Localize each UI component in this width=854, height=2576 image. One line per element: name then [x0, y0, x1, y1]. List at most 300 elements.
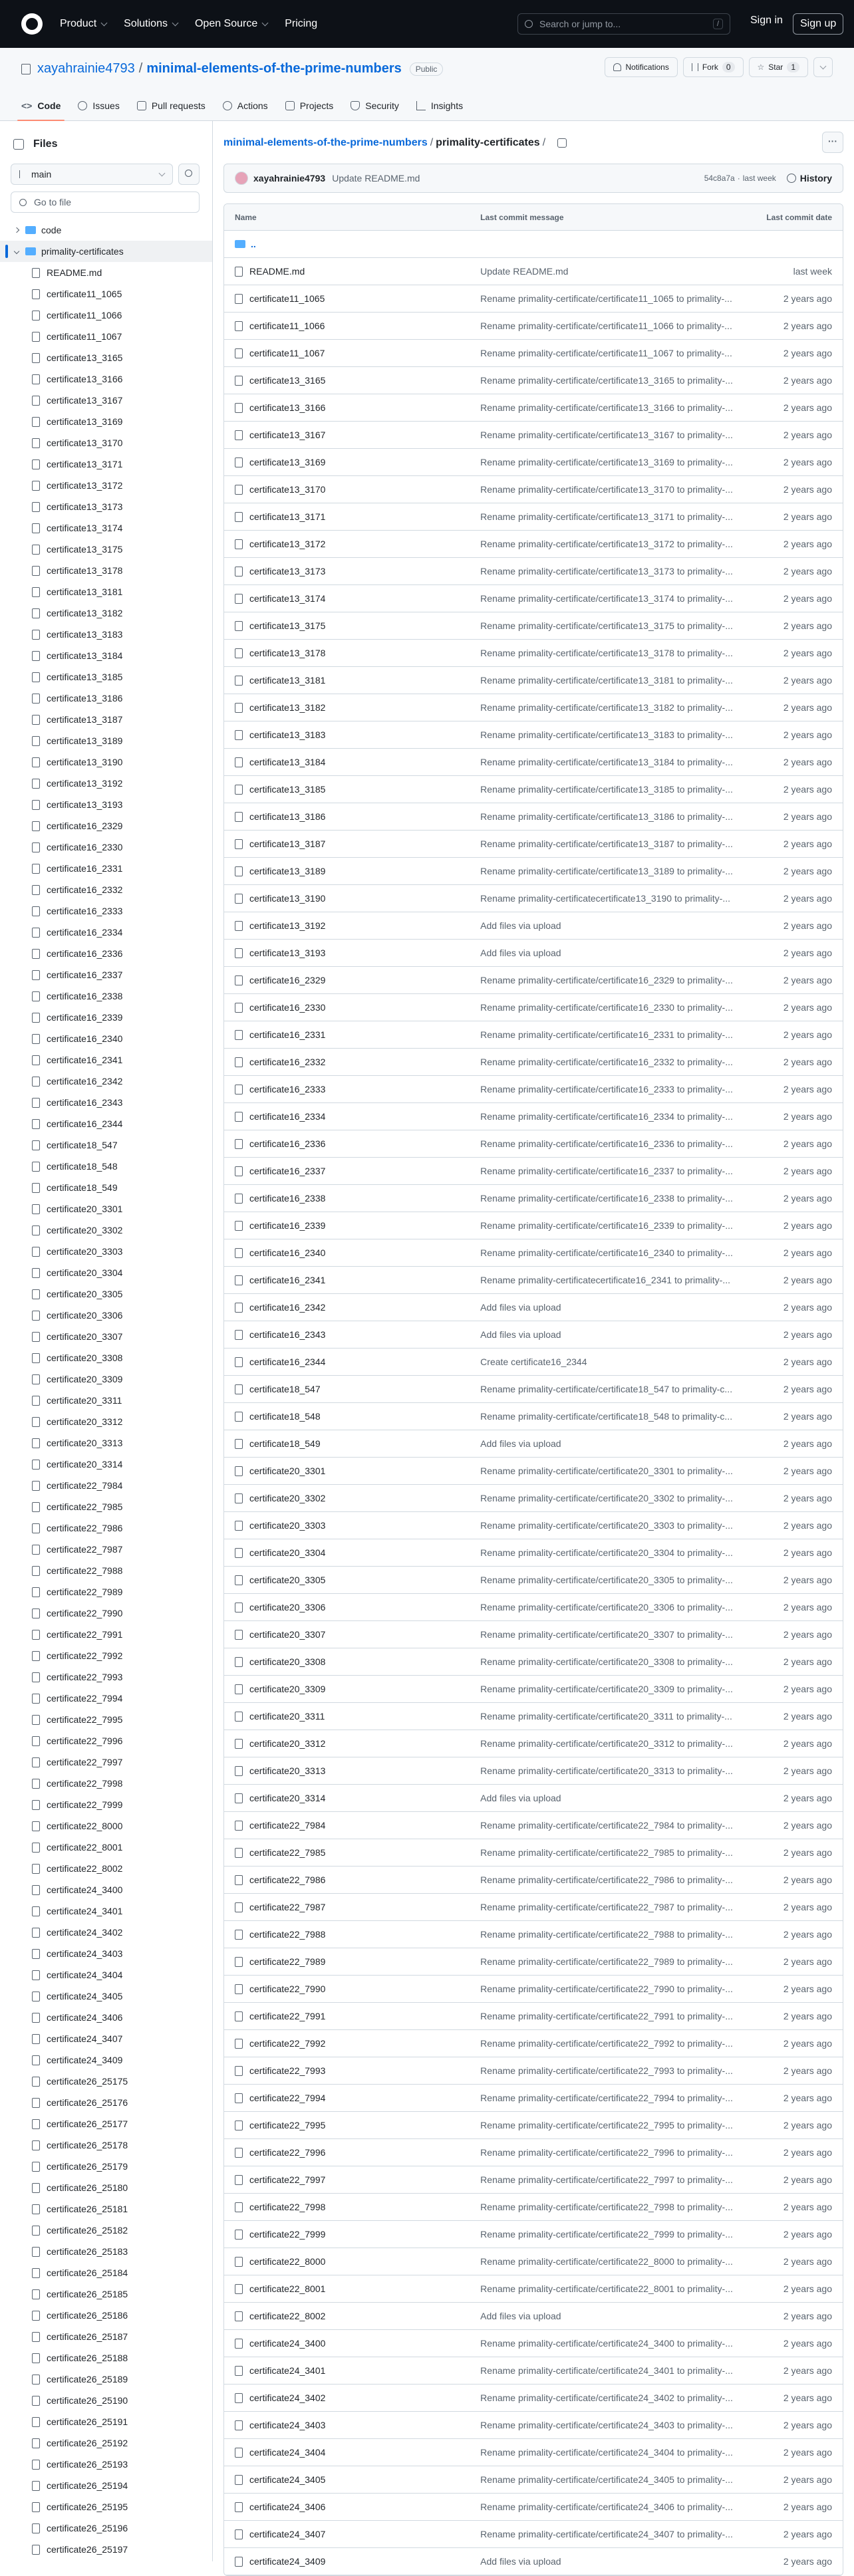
fork-button[interactable]: [683, 57, 744, 77]
table-row[interactable]: [224, 776, 843, 803]
file-name-link[interactable]: certificate22_7993: [249, 2065, 326, 2076]
file-name-link[interactable]: certificate16_2334: [249, 1111, 326, 1122]
tab-projects[interactable]: [285, 90, 334, 121]
table-row[interactable]: [224, 2439, 843, 2466]
commit-message-link[interactable]: Rename primality-certificate/certificate22_7988 to primality-...: [480, 1929, 733, 1940]
file-name-link[interactable]: certificate24_3400: [249, 2338, 326, 2349]
star-button[interactable]: [749, 57, 808, 77]
table-row[interactable]: [224, 1458, 843, 1485]
table-row[interactable]: [224, 749, 843, 776]
sidebar-tree-item[interactable]: [0, 1624, 213, 1645]
sidebar-tree-item[interactable]: [0, 624, 213, 645]
table-row[interactable]: [224, 2275, 843, 2303]
file-name-link[interactable]: certificate13_3178: [249, 648, 326, 658]
chevron-down-icon[interactable]: [14, 249, 19, 254]
file-name-link[interactable]: certificate13_3167: [249, 430, 326, 440]
commit-message-link[interactable]: Rename primality-certificate/certificate24_3404 to primality-...: [480, 2447, 733, 2458]
sidebar-tree-item[interactable]: [0, 1879, 213, 1900]
file-name-link[interactable]: certificate16_2339: [249, 1220, 326, 1231]
table-row[interactable]: [224, 994, 843, 1021]
table-row[interactable]: [224, 1185, 843, 1212]
sidebar-tree-item[interactable]: [0, 2156, 213, 2177]
table-row[interactable]: [224, 1730, 843, 1757]
file-name-link[interactable]: certificate13_3183: [249, 729, 326, 740]
commit-message-link[interactable]: Rename primality-certificate/certificate22_7995 to primality-...: [480, 2120, 733, 2130]
sidebar-tree-item[interactable]: [0, 581, 213, 602]
table-row[interactable]: [224, 1021, 843, 1049]
table-row[interactable]: [224, 313, 843, 340]
file-name-link[interactable]: certificate20_3301: [249, 1466, 326, 1476]
table-row[interactable]: [224, 2357, 843, 2384]
sidebar-tree-item[interactable]: [0, 1517, 213, 1539]
sidebar-tree-item[interactable]: [0, 2347, 213, 2369]
file-name-link[interactable]: certificate20_3306: [249, 1602, 326, 1612]
branch-select[interactable]: [11, 164, 173, 185]
table-row[interactable]: [224, 1757, 843, 1785]
commit-message-link[interactable]: Rename primality-certificate/certificate20_3306 to primality-...: [480, 1602, 733, 1612]
commit-sha[interactable]: 54c8a7a: [704, 174, 735, 183]
file-name-link[interactable]: certificate20_3312: [249, 1738, 326, 1749]
table-row[interactable]: [224, 858, 843, 885]
more-options-button[interactable]: ···: [822, 132, 843, 153]
commit-message-link[interactable]: Rename primality-certificate/certificate11_1065 to primality-...: [480, 293, 732, 304]
file-name-link[interactable]: certificate16_2343: [249, 1329, 326, 1340]
sidebar-tree-item[interactable]: [0, 1794, 213, 1815]
file-name-link[interactable]: certificate16_2336: [249, 1138, 326, 1149]
table-row[interactable]: [224, 2521, 843, 2548]
file-name-link[interactable]: certificate13_3173: [249, 566, 326, 577]
sidebar-tree-item[interactable]: [0, 1815, 213, 1837]
table-row[interactable]: [224, 1676, 843, 1703]
sidebar-tree-item[interactable]: [0, 2113, 213, 2134]
file-name-link[interactable]: certificate22_7995: [249, 2120, 326, 2130]
sidebar-tree-item[interactable]: [0, 1560, 213, 1581]
file-name-link[interactable]: certificate13_3185: [249, 784, 326, 795]
commit-message-link[interactable]: Rename primality-certificate/certificate13_3172 to primality-...: [480, 539, 733, 549]
table-row[interactable]: [224, 1349, 843, 1376]
sidebar-tree-item[interactable]: [0, 453, 213, 475]
sidebar-tree-item[interactable]: [0, 858, 213, 879]
sidebar-tree-item[interactable]: [0, 964, 213, 985]
table-row[interactable]: [224, 1976, 843, 2003]
table-row[interactable]: [224, 2330, 843, 2357]
commit-message-link[interactable]: Rename primality-certificate/certificate20_3313 to primality-...: [480, 1765, 733, 1776]
sidebar-tree-item[interactable]: [0, 2134, 213, 2156]
commit-message-link[interactable]: Rename primality-certificate/certificate13_3178 to primality-...: [480, 648, 733, 658]
sidebar-tree-item[interactable]: [0, 730, 213, 751]
sidebar-tree-item[interactable]: [0, 347, 213, 368]
commit-message-link[interactable]: Rename primality-certificate/certificate24_3401 to primality-...: [480, 2365, 733, 2376]
table-row[interactable]: [224, 585, 843, 612]
commit-message-link[interactable]: Rename primality-certificate/certificate20_3302 to primality-...: [480, 1493, 733, 1503]
commit-message-link[interactable]: Rename primality-certificate/certificate13_3184 to primality-...: [480, 757, 733, 767]
commit-message-link[interactable]: Add files via upload: [480, 2311, 561, 2321]
table-row[interactable]: [224, 2466, 843, 2494]
file-name-link[interactable]: certificate13_3169: [249, 457, 326, 467]
commit-message-link[interactable]: Rename primality-certificate/certificate13_3181 to primality-...: [480, 675, 733, 686]
sidebar-tree-item[interactable]: [0, 1198, 213, 1220]
sidebar-tree-item[interactable]: [0, 2028, 213, 2049]
sidebar-tree-item[interactable]: [0, 1007, 213, 1028]
sidebar-tree-item[interactable]: [0, 2007, 213, 2028]
file-name-link[interactable]: certificate20_3313: [249, 1765, 326, 1776]
commit-message-link[interactable]: Rename primality-certificate/certificate24_3406 to primality-...: [480, 2502, 733, 2512]
file-name-link[interactable]: certificate16_2338: [249, 1193, 326, 1204]
table-row[interactable]: [224, 2139, 843, 2166]
file-name-link[interactable]: certificate20_3305: [249, 1575, 326, 1585]
sidebar-tree-item[interactable]: [0, 1049, 213, 1071]
commit-message-link[interactable]: Add files via upload: [480, 920, 561, 931]
parent-directory-row[interactable]: [224, 231, 843, 258]
commit-message-link[interactable]: Rename primality-certificate/certificate24_3402 to primality-...: [480, 2392, 733, 2403]
table-row[interactable]: [224, 1812, 843, 1839]
sidebar-tree-item[interactable]: [0, 2071, 213, 2092]
commit-message-link[interactable]: Rename primality-certificatecertificate16_2341 to primality-...: [480, 1275, 730, 1285]
table-row[interactable]: [224, 503, 843, 531]
table-row[interactable]: [224, 1512, 843, 1539]
file-name-link[interactable]: certificate13_3186: [249, 811, 326, 822]
sidebar-tree-item[interactable]: [0, 1943, 213, 1964]
commit-message-link[interactable]: Rename primality-certificate/certificate13_3173 to primality-...: [480, 566, 733, 577]
sidebar-tree-item[interactable]: [0, 922, 213, 943]
sidebar-tree-item[interactable]: [0, 2369, 213, 2390]
file-name-link[interactable]: certificate20_3311: [249, 1711, 325, 1722]
table-row[interactable]: [224, 1430, 843, 1458]
sidebar-tree-item[interactable]: [0, 262, 213, 283]
file-name-link[interactable]: certificate16_2329: [249, 975, 326, 985]
table-row[interactable]: [224, 2548, 843, 2575]
table-row[interactable]: [224, 1621, 843, 1648]
commit-message-link[interactable]: Rename primality-certificate/certificate13_3187 to primality-...: [480, 838, 733, 849]
search-button[interactable]: [178, 164, 200, 185]
commit-message-link[interactable]: Rename primality-certificate/certificate16_2339 to primality-...: [480, 1220, 733, 1231]
file-name-link[interactable]: certificate24_3401: [249, 2365, 326, 2376]
table-row[interactable]: [224, 394, 843, 422]
file-name-link[interactable]: certificate24_3403: [249, 2420, 326, 2430]
file-name-link[interactable]: certificate16_2337: [249, 1166, 326, 1176]
file-name-link[interactable]: certificate16_2331: [249, 1029, 326, 1040]
commit-message-link[interactable]: Rename primality-certificate/certificate18_547 to primality-c...: [480, 1384, 733, 1394]
commit-message-link[interactable]: Rename primality-certificate/certificate16_2337 to primality-...: [480, 1166, 733, 1176]
sidebar-tree-item[interactable]: [0, 1986, 213, 2007]
file-name-link[interactable]: certificate13_3189: [249, 866, 326, 876]
copy-path-icon[interactable]: [557, 138, 567, 148]
sidebar-tree-item[interactable]: [0, 2432, 213, 2454]
table-row[interactable]: [224, 721, 843, 749]
table-row[interactable]: [224, 2221, 843, 2248]
sidebar-tree-item[interactable]: [0, 1347, 213, 1368]
commit-message-link[interactable]: Rename primality-certificate/certificate13_3167 to primality-...: [480, 430, 733, 440]
table-row[interactable]: [224, 1103, 843, 1130]
sidebar-tree-item[interactable]: [0, 2198, 213, 2220]
sidebar-tree-item[interactable]: [0, 1837, 213, 1858]
star-dropdown-button[interactable]: [813, 57, 833, 77]
table-row[interactable]: [224, 476, 843, 503]
sidebar-tree-item[interactable]: [0, 2092, 213, 2113]
commit-message[interactable]: Update README.md: [332, 173, 420, 184]
sidebar-tree-item[interactable]: [0, 900, 213, 922]
file-name-link[interactable]: certificate22_8000: [249, 2256, 326, 2267]
commit-message-link[interactable]: Rename primality-certificate/certificate22_7997 to primality-...: [480, 2174, 733, 2185]
sidebar-tree-item[interactable]: [0, 1730, 213, 1751]
commit-message-link[interactable]: Rename primality-certificate/certificate20_3301 to primality-...: [480, 1466, 733, 1476]
file-name-link[interactable]: certificate22_8001: [249, 2283, 326, 2294]
repo-name-link[interactable]: minimal-elements-of-the-prime-numbers: [146, 61, 402, 76]
sidebar-tree-item[interactable]: [0, 1858, 213, 1879]
nav-solutions[interactable]: Solutions: [124, 18, 178, 30]
table-row[interactable]: [224, 449, 843, 476]
table-row[interactable]: [224, 367, 843, 394]
table-row[interactable]: [224, 1785, 843, 1812]
commit-message-link[interactable]: Rename primality-certificate/certificate13_3189 to primality-...: [480, 866, 733, 876]
file-name-link[interactable]: certificate22_7990: [249, 1984, 326, 1994]
file-name-link[interactable]: certificate20_3314: [249, 1793, 326, 1803]
commit-message-link[interactable]: Rename primality-certificate/certificate22_7993 to primality-...: [480, 2065, 733, 2076]
sidebar-tree-item[interactable]: [0, 1496, 213, 1517]
sidebar-tree-item[interactable]: [0, 432, 213, 453]
sidebar-tree-item[interactable]: [0, 1922, 213, 1943]
global-search-input[interactable]: [517, 13, 730, 35]
table-row[interactable]: [224, 1239, 843, 1267]
sidebar-tree-item[interactable]: [0, 1411, 213, 1432]
sidebar-tree-item[interactable]: [0, 2517, 213, 2539]
commit-message-link[interactable]: Rename primality-certificate/certificate13_3165 to primality-...: [480, 375, 733, 386]
sidebar-tree-item[interactable]: [0, 2539, 213, 2560]
nav-open-source[interactable]: Open Source: [195, 18, 267, 30]
sidebar-tree-item[interactable]: [0, 2305, 213, 2326]
table-row[interactable]: [224, 2248, 843, 2275]
table-row[interactable]: [224, 1212, 843, 1239]
file-name-link[interactable]: certificate13_3165: [249, 375, 326, 386]
sidebar-tree-item[interactable]: [0, 390, 213, 411]
commit-message-link[interactable]: Rename primality-certificate/certificate22_7991 to primality-...: [480, 2011, 733, 2021]
file-name-link[interactable]: certificate22_7989: [249, 1956, 326, 1967]
commit-message-link[interactable]: Rename primality-certificate/certificate16_2334 to primality-...: [480, 1111, 733, 1122]
table-row[interactable]: [224, 694, 843, 721]
sidebar-tree-item[interactable]: [0, 539, 213, 560]
sidebar-tree-item[interactable]: [0, 794, 213, 815]
file-name-link[interactable]: certificate13_3193: [249, 948, 326, 958]
file-name-link[interactable]: certificate13_3174: [249, 593, 326, 604]
parent-directory-link[interactable]: ..: [251, 239, 256, 249]
file-name-link[interactable]: certificate22_7985: [249, 1847, 326, 1858]
sidebar-tree-item[interactable]: [0, 773, 213, 794]
commit-message-link[interactable]: Rename primality-certificate/certificate16_2336 to primality-...: [480, 1138, 733, 1149]
sidebar-tree-item[interactable]: [0, 1262, 213, 1283]
sidebar-tree-item[interactable]: [0, 943, 213, 964]
sidebar-tree-item[interactable]: [0, 1666, 213, 1688]
commit-message-link[interactable]: Rename primality-certificate/certificate16_2333 to primality-...: [480, 1084, 733, 1095]
sidebar-tree-item[interactable]: [0, 1475, 213, 1496]
file-name-link[interactable]: certificate16_2340: [249, 1247, 326, 1258]
table-row[interactable]: [224, 912, 843, 940]
commit-message-link[interactable]: Rename primality-certificate/certificate22_7992 to primality-...: [480, 2038, 733, 2049]
sidebar-tree-item[interactable]: [0, 2283, 213, 2305]
table-row[interactable]: [224, 2494, 843, 2521]
sidebar-tree-item[interactable]: [0, 1581, 213, 1603]
table-row[interactable]: [224, 2384, 843, 2412]
file-name-link[interactable]: certificate22_7986: [249, 1874, 326, 1885]
commit-message-link[interactable]: Rename primality-certificate/certificate16_2338 to primality-...: [480, 1193, 733, 1204]
sidebar-tree-item[interactable]: [0, 219, 213, 241]
file-name-link[interactable]: certificate24_3402: [249, 2392, 326, 2403]
table-row[interactable]: [224, 2057, 843, 2085]
table-row[interactable]: [224, 258, 843, 285]
table-row[interactable]: [224, 1376, 843, 1403]
commit-message-link[interactable]: Rename primality-certificate/certificate22_7987 to primality-...: [480, 1902, 733, 1912]
commit-message-link[interactable]: Rename primality-certificate/certificate13_3182 to primality-...: [480, 702, 733, 713]
file-name-link[interactable]: certificate22_7999: [249, 2229, 326, 2240]
commit-message-link[interactable]: Add files via upload: [480, 1793, 561, 1803]
file-name-link[interactable]: certificate22_7987: [249, 1902, 326, 1912]
sidebar-tree-item[interactable]: [0, 560, 213, 581]
sidebar-tree-item[interactable]: [0, 815, 213, 837]
commit-message-link[interactable]: Rename primality-certificate/certificate20_3312 to primality-...: [480, 1738, 733, 1749]
table-row[interactable]: [224, 967, 843, 994]
table-row[interactable]: [224, 1839, 843, 1867]
file-name-link[interactable]: certificate22_7988: [249, 1929, 326, 1940]
tab-actions[interactable]: [223, 90, 268, 121]
sidebar-tree-item[interactable]: [0, 602, 213, 624]
sidebar-tree-item[interactable]: [0, 326, 213, 347]
commit-message-link[interactable]: Rename primality-certificate/certificate22_7998 to primality-...: [480, 2202, 733, 2212]
file-name-link[interactable]: certificate16_2341: [249, 1275, 326, 1285]
sidebar-tree-item[interactable]: [0, 1645, 213, 1666]
sidebar-tree-item[interactable]: [0, 2496, 213, 2517]
sidebar-tree-item[interactable]: [0, 1964, 213, 1986]
file-name-link[interactable]: certificate24_3404: [249, 2447, 326, 2458]
table-row[interactable]: [224, 1403, 843, 1430]
file-name-link[interactable]: certificate24_3406: [249, 2502, 326, 2512]
sidebar-tree-item[interactable]: [0, 1283, 213, 1305]
commit-message-link[interactable]: Rename primality-certificate/certificate13_3166 to primality-...: [480, 402, 733, 413]
sidebar-collapse-icon[interactable]: [13, 139, 24, 150]
table-row[interactable]: [224, 2303, 843, 2330]
table-row[interactable]: [224, 1594, 843, 1621]
sidebar-tree-item[interactable]: [0, 517, 213, 539]
sidebar-tree-item[interactable]: [0, 1305, 213, 1326]
table-row[interactable]: [224, 2085, 843, 2112]
commit-message-link[interactable]: Create certificate16_2344: [480, 1356, 587, 1367]
file-name-link[interactable]: certificate22_7994: [249, 2093, 326, 2103]
sidebar-tree-item[interactable]: [0, 1390, 213, 1411]
file-name-link[interactable]: certificate18_547: [249, 1384, 321, 1394]
commit-message-link[interactable]: Rename primality-certificate/certificate22_7984 to primality-...: [480, 1820, 733, 1831]
sidebar-tree-item[interactable]: [0, 2220, 213, 2241]
file-name-link[interactable]: certificate16_2344: [249, 1356, 326, 1367]
breadcrumb-repo-link[interactable]: minimal-elements-of-the-prime-numbers: [223, 137, 428, 148]
table-row[interactable]: [224, 2003, 843, 2030]
table-row[interactable]: [224, 803, 843, 831]
sidebar-tree-item[interactable]: [0, 1432, 213, 1454]
table-row[interactable]: [224, 831, 843, 858]
sidebar-tree-item[interactable]: [0, 2262, 213, 2283]
commit-message-link[interactable]: Rename primality-certificate/certificate20_3307 to primality-...: [480, 1629, 733, 1640]
commit-message-link[interactable]: Rename primality-certificate/certificate13_3170 to primality-...: [480, 484, 733, 495]
table-row[interactable]: [224, 2412, 843, 2439]
commit-author[interactable]: xayahrainie4793: [253, 173, 326, 184]
sidebar-tree-item[interactable]: [0, 985, 213, 1007]
file-name-link[interactable]: certificate13_3182: [249, 702, 326, 713]
table-row[interactable]: [224, 885, 843, 912]
table-row[interactable]: [224, 1130, 843, 1158]
table-row[interactable]: [224, 612, 843, 640]
file-name-link[interactable]: certificate16_2332: [249, 1057, 326, 1067]
table-row[interactable]: [224, 1294, 843, 1321]
table-row[interactable]: [224, 667, 843, 694]
file-name-link[interactable]: certificate20_3303: [249, 1520, 326, 1531]
sidebar-tree-item[interactable]: [0, 1134, 213, 1156]
commit-message-link[interactable]: Rename primality-certificate/certificate13_3186 to primality-...: [480, 811, 733, 822]
file-name-link[interactable]: certificate24_3407: [249, 2529, 326, 2539]
sidebar-tree-item[interactable]: [0, 837, 213, 858]
sidebar-tree-item[interactable]: [0, 2326, 213, 2347]
sidebar-tree-item[interactable]: [0, 1603, 213, 1624]
sidebar-tree-item[interactable]: [0, 1113, 213, 1134]
table-row[interactable]: [224, 1867, 843, 1894]
sidebar-tree-item[interactable]: [0, 2049, 213, 2071]
commit-message-link[interactable]: Rename primality-certificate/certificate20_3309 to primality-...: [480, 1684, 733, 1694]
file-name-link[interactable]: certificate13_3170: [249, 484, 326, 495]
sidebar-tree-item[interactable]: [0, 688, 213, 709]
commit-message-link[interactable]: Rename primality-certificate/certificate20_3303 to primality-...: [480, 1520, 733, 1531]
file-name-link[interactable]: certificate13_3166: [249, 402, 326, 413]
commit-message-link[interactable]: Rename primality-certificate/certificate22_7994 to primality-...: [480, 2093, 733, 2103]
sidebar-tree-item[interactable]: [0, 2390, 213, 2411]
file-name-link[interactable]: certificate18_549: [249, 1438, 321, 1449]
commit-message-link[interactable]: Rename primality-certificate/certificate13_3183 to primality-...: [480, 729, 733, 740]
file-name-link[interactable]: certificate22_7984: [249, 1820, 326, 1831]
commit-message-link[interactable]: Rename primality-certificate/certificate16_2340 to primality-...: [480, 1247, 733, 1258]
file-name-link[interactable]: certificate24_3409: [249, 2556, 326, 2567]
sidebar-tree-item[interactable]: [0, 1688, 213, 1709]
sidebar-tree-item[interactable]: [0, 751, 213, 773]
commit-message-link[interactable]: Rename primality-certificate/certificate22_7999 to primality-...: [480, 2229, 733, 2240]
sidebar-tree-item[interactable]: [0, 709, 213, 730]
commit-message-link[interactable]: Add files via upload: [480, 1329, 561, 1340]
file-name-link[interactable]: certificate16_2342: [249, 1302, 326, 1313]
sidebar-tree-item[interactable]: [0, 1539, 213, 1560]
table-row[interactable]: [224, 2112, 843, 2139]
file-name-link[interactable]: certificate16_2330: [249, 1002, 326, 1013]
sidebar-tree-item[interactable]: [0, 1071, 213, 1092]
sidebar-tree-item[interactable]: [0, 666, 213, 688]
nav-pricing[interactable]: Pricing: [285, 18, 318, 29]
sign-up-button[interactable]: Sign up: [793, 13, 843, 35]
avatar[interactable]: [235, 172, 248, 185]
sidebar-tree-item[interactable]: [0, 2411, 213, 2432]
file-name-link[interactable]: certificate22_7991: [249, 2011, 326, 2021]
table-row[interactable]: [224, 1648, 843, 1676]
table-row[interactable]: [224, 1539, 843, 1567]
file-name-link[interactable]: certificate16_2333: [249, 1084, 326, 1095]
table-row[interactable]: [224, 558, 843, 585]
file-name-link[interactable]: certificate13_3192: [249, 920, 326, 931]
table-row[interactable]: [224, 1158, 843, 1185]
file-name-link[interactable]: certificate18_548: [249, 1411, 321, 1422]
commit-message-link[interactable]: Rename primality-certificate/certificate22_7986 to primality-...: [480, 1874, 733, 1885]
commit-message-link[interactable]: Rename primality-certificate/certificate16_2330 to primality-...: [480, 1002, 733, 1013]
tab-pull-requests[interactable]: [137, 90, 206, 121]
sidebar-tree-item[interactable]: [0, 2241, 213, 2262]
commit-message-link[interactable]: Rename primality-certificate/certificate22_7996 to primality-...: [480, 2147, 733, 2158]
file-name-link[interactable]: README.md: [249, 266, 305, 277]
commit-message-link[interactable]: Rename primality-certificate/certificate18_548 to primality-c...: [480, 1411, 733, 1422]
commit-message-link[interactable]: Rename primality-certificatecertificate13_3190 to primality-...: [480, 893, 730, 904]
sidebar-tree-item[interactable]: [0, 241, 213, 262]
commit-message-link[interactable]: Rename primality-certificate/certificate16_2331 to primality-...: [480, 1029, 733, 1040]
table-row[interactable]: [224, 340, 843, 367]
